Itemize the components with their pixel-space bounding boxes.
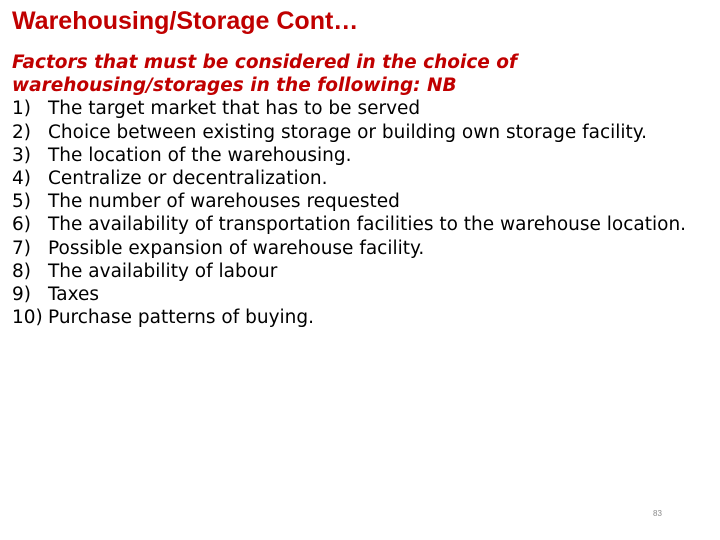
list-item-text: Purchase patterns of buying. [48,307,315,329]
intro-text: Factors that must be considered in the choice of warehousing/storages in the following: NB [12,52,518,97]
list-item-text: Possible expansion of warehouse facility. [48,237,425,259]
list-item [12,213,702,236]
list-item [12,260,702,283]
list-item-number: 7) [12,237,31,259]
list-item [12,190,702,213]
list-item-text: Choice between existing storage or building own storage facility. [48,121,647,143]
list-item-number: 8) [12,260,31,282]
slide-content [12,51,702,329]
list-item-number: 2) [12,121,31,143]
list-item-text: The number of warehouses requested [48,191,400,213]
list-item-number: 10) [12,307,43,329]
list-item [12,121,702,144]
list-item-number: 6) [12,214,31,236]
list-item [12,167,702,190]
list-item-text: The availability of transportation facilities to the warehouse location. [48,214,687,236]
list-item-text: Centralize or decentralization. [48,168,328,190]
list-item-text: The availability of labour [48,260,278,282]
list-item-number: 9) [12,284,31,306]
list-item-number: 4) [12,168,31,190]
list-item-text: Taxes [48,284,99,306]
list-item [12,283,702,306]
list-item [12,144,702,167]
slide-title: Warehousing/Storage Cont… [12,7,359,35]
list-item [12,237,702,260]
page-number: 83 [653,509,662,518]
list-item-number: 5) [12,191,31,213]
list-item-number: 1) [12,98,31,120]
factor-list [12,97,702,329]
list-item-text: The target market that has to be served [48,98,421,120]
list-item [12,97,702,120]
list-item-text: The location of the warehousing. [48,144,352,166]
list-item [12,306,702,329]
list-item-number: 3) [12,144,31,166]
